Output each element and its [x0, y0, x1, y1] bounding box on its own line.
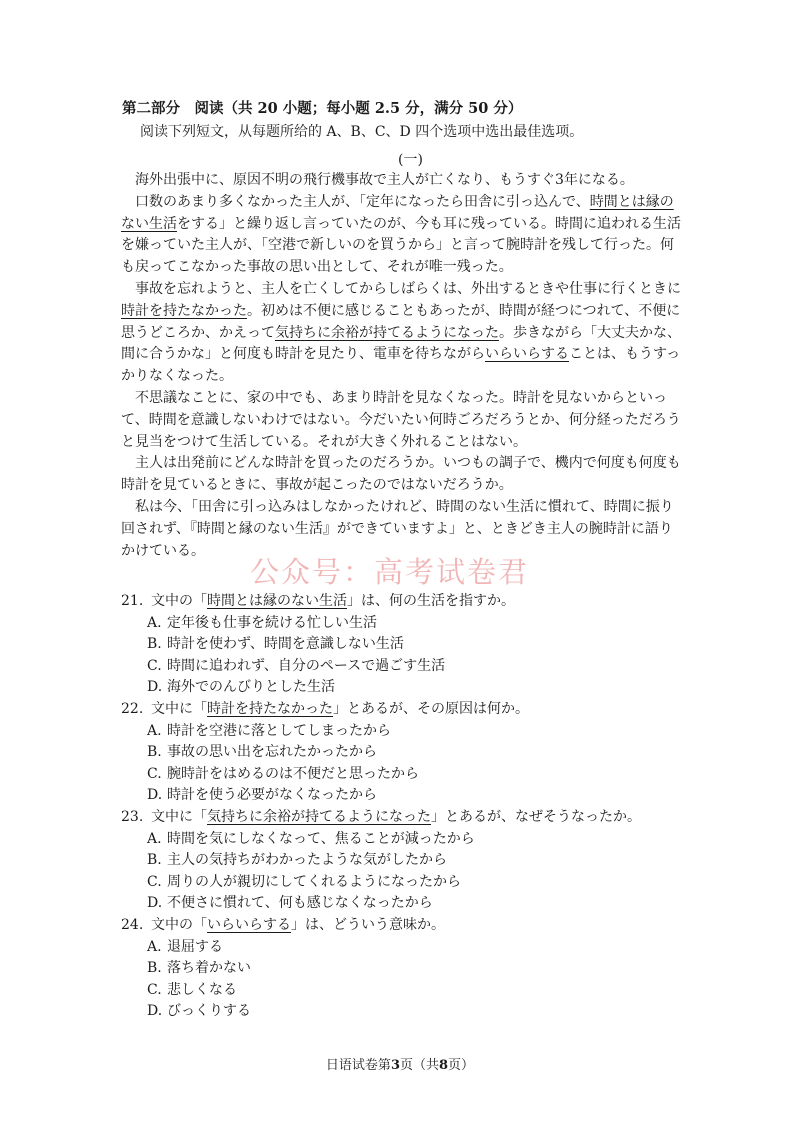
- question-23: [121, 807, 681, 915]
- question-stem: 24. 文中の「いらいらする」は、どういう意味か。: [121, 916, 445, 933]
- passage-paragraph-1: 海外出張中に、原因不明の飛行機事故で主人が亡くなり、もうすぐ3年になる。: [135, 172, 634, 188]
- page-footer: 日语试卷第3页（共8页）: [325, 1058, 475, 1073]
- passage-paragraph-3: 事故を忘れようと、主人を亡くしてからしばらくは、外出するときや仕事に行くときに時計を持たなかった。初めは不便に感じることもあったが、時間が経つにつれて、不便に思うどころか、かえって気持ちに余裕が持てるようになった。歩きながら「大丈夫かな、間に合うかな」と何度も時計を見たり、電車を待ちながらいらいらすることは、もうすっかりなくなった。: [121, 280, 681, 385]
- option-c[interactable]: C. 周りの人が親切にしてくれるようになったから: [147, 873, 461, 890]
- option-b[interactable]: B. 主人の気持ちがわかったような気がしたから: [147, 852, 447, 869]
- passage-number: (一): [398, 152, 423, 168]
- question-stem: 23. 文中に「気持ちに余裕が持てるようになった」とあるが、なぜそうなったか。: [121, 808, 641, 825]
- option-a[interactable]: A. 時間を気にしなくなって、焦ることが減ったから: [147, 830, 475, 847]
- option-c[interactable]: C. 時間に追われず、自分のペースで過ごす生活: [147, 657, 446, 674]
- underlined-phrase: 時間とは縁のない生活: [121, 193, 674, 232]
- option-a[interactable]: A. 定年後も仕事を続ける忙しい生活: [147, 614, 377, 631]
- option-b[interactable]: B. 落ち着かない: [147, 960, 251, 977]
- question-stem: 21. 文中の「時間とは縁のない生活」は、何の生活を指すか。: [121, 593, 515, 609]
- page-number: 3: [390, 1058, 400, 1073]
- option-d[interactable]: D. 時計を使う必要がなくなったから: [147, 787, 377, 804]
- option-b[interactable]: B. 事故の思い出を忘れたかったから: [147, 744, 377, 761]
- section-title: 第二部分 阅读（共 20 小题；每小题 2.5 分，满分 50 分）: [122, 100, 523, 117]
- option-c[interactable]: C. 悲しくなる: [147, 981, 237, 998]
- question-22: [121, 699, 681, 807]
- question-stem: 22. 文中に「時計を持たなかった」とあるが、その原因は何か。: [121, 700, 529, 717]
- underlined-phrase: 気持ちに余裕が持てるようになった: [275, 324, 499, 341]
- option-b[interactable]: B. 時計を使わず、時間を意識しない生活: [147, 636, 404, 653]
- total-pages: 8: [439, 1058, 449, 1073]
- option-d[interactable]: D. 不便さに慣れて、何も感じなくなったから: [147, 895, 433, 912]
- option-d[interactable]: D. びっくりする: [147, 1003, 251, 1020]
- underlined-phrase: 時計を持たなかった: [121, 302, 247, 319]
- option-a[interactable]: A. 退屈する: [147, 938, 223, 955]
- reading-passage: [121, 170, 681, 562]
- question-list: [121, 591, 681, 1023]
- passage-paragraph-2: 口数のあまり多くなかった主人が、「定年になったら田舎に引っ込んで、時間とは縁のない生活をする」と繰り返し言っていたのが、今も耳に残っている。時間に追われる生活を嫌っていた主人が、「空港で新しいのを買うから」と言って腕時計を残して行った。何も戻ってこなかった事故の思い出として、それが唯一残った。: [121, 193, 681, 276]
- option-d[interactable]: D. 海外でのんびりとした生活: [147, 679, 335, 696]
- passage-paragraph-6: 私は今、「田舎に引っ込みはしなかったけれど、時間のない生活に慣れて、時間に振り回されず、『時間と縁のない生活』ができていますよ」と、ときどき主人の腕時計に語りかけている。: [121, 498, 674, 559]
- option-a[interactable]: A. 時計を空港に落としてしまったから: [147, 722, 391, 739]
- underlined-phrase: いらいらする: [485, 346, 569, 363]
- passage-paragraph-5: 主人は出発前にどんな時計を買ったのだろうか。いつもの調子で、機内で何度も何度も時計を見ているときに、事故が起こったのではないだろうか。: [121, 455, 681, 494]
- passage-paragraph-4: 不思議なことに、家の中でも、あまり時計を見なくなった。時計を見ないからといって、時間を意識しないわけではない。今だいたい何時ごろだろうとか、何分経っただろうと見当をつけて生活している。それが大きく外れることはない。: [121, 389, 681, 450]
- watermark: 公众号：高考试卷君: [250, 555, 530, 589]
- question-21: [121, 591, 681, 699]
- option-c[interactable]: C. 腕時計をはめるのは不便だと思ったから: [147, 765, 419, 782]
- instruction-text: 阅读下列短文，从每题所给的 A、B、C、D 四个选项中选出最佳选项。: [140, 124, 584, 140]
- question-24: [121, 915, 681, 1023]
